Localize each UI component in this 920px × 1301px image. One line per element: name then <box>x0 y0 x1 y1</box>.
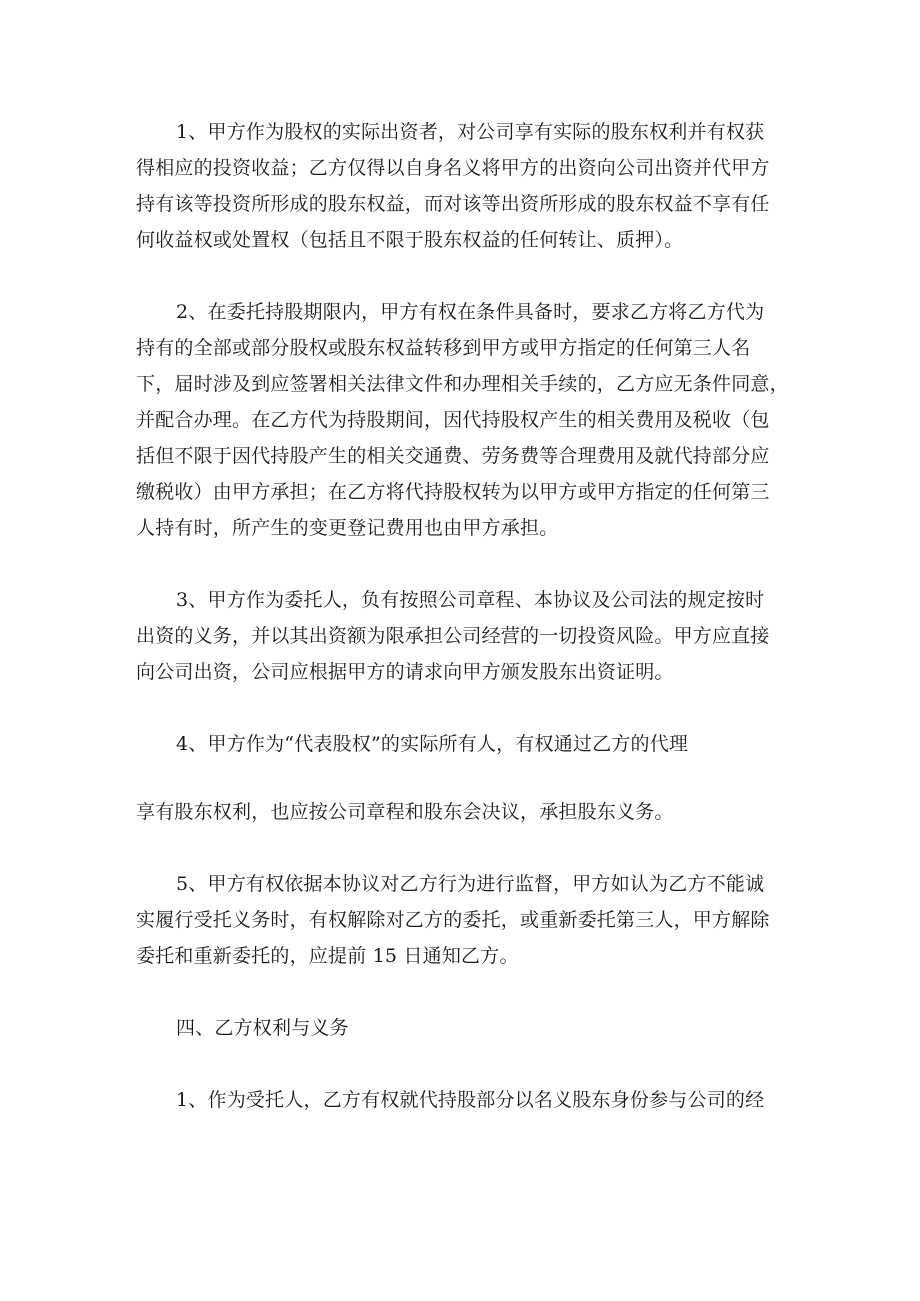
text-line: 得相应的投资收益；乙方仅得以自身名义将甲方的出资向公司出资并代甲方 <box>136 157 770 179</box>
paragraph-gap <box>136 830 796 866</box>
paragraph-4 <box>136 726 796 762</box>
text-line: 向公司出资，公司应根据甲方的请求向甲方颁发股东出资证明。 <box>136 661 674 683</box>
text-line: 下，届时涉及到应签署相关法律文件和办理相关手续的，乙方应无条件同意， <box>136 373 789 395</box>
text-line: 何收益权或处置权（包括且不限于股东权益的任何转让、质押）。 <box>136 229 684 251</box>
paragraph-4-continued <box>136 794 796 830</box>
text-line: 持有该等投资所形成的股东权益，而对该等出资所形成的股东权益不享有任 <box>136 193 770 215</box>
paragraph-gap <box>136 1046 796 1082</box>
text-line: 缴税收）由甲方承担；在乙方将代持股权转为以甲方或甲方指定的任何第三 <box>136 481 770 503</box>
paragraph-section4-1 <box>136 1082 796 1118</box>
section-heading <box>136 1010 796 1046</box>
paragraph-gap <box>136 546 796 582</box>
paragraph-gap <box>136 258 796 294</box>
text-line: 3、甲方作为委托人，负有按照公司章程、本协议及公司法的规定按时 <box>176 589 765 611</box>
text-line: 2、在委托持股期限内，甲方有权在条件具备时，要求乙方将乙方代为 <box>176 301 765 323</box>
text-line: 享有股东权利，也应按公司章程和股东会决议，承担股东义务。 <box>136 801 674 823</box>
paragraph-3 <box>136 582 796 690</box>
paragraph-gap <box>136 762 796 794</box>
text-line: 5、甲方有权依据本协议对乙方行为进行监督，甲方如认为乙方不能诚 <box>176 873 765 895</box>
paragraph-gap <box>136 974 796 1010</box>
paragraph-5 <box>136 866 796 974</box>
text-line: 委托和重新委托的，应提前 15 日通知乙方。 <box>136 945 519 967</box>
document-page <box>136 114 796 1118</box>
text-line: 4、甲方作为“代表股权”的实际所有人，有权通过乙方的代理 <box>176 733 689 755</box>
text-line: 实履行受托义务时，有权解除对乙方的委托，或重新委托第三人，甲方解除 <box>136 909 770 931</box>
text-line: 持有的全部或部分股权或股东权益转移到甲方或甲方指定的任何第三人名 <box>136 337 751 359</box>
text-line: 1、甲方作为股权的实际出资者，对公司享有实际的股东权利并有权获 <box>176 121 765 143</box>
paragraph-1 <box>136 114 796 258</box>
section-heading-text: 四、乙方权利与义务 <box>176 1017 349 1039</box>
text-line: 括但不限于因代持股产生的相关交通费、劳务费等合理费用及就代持部分应 <box>136 445 770 467</box>
text-line: 并配合办理。在乙方代为持股期间，因代持股权产生的相关费用及税收（包 <box>136 409 770 431</box>
paragraph-2 <box>136 294 796 546</box>
paragraph-gap <box>136 690 796 726</box>
text-line: 1、作为受托人，乙方有权就代持股部分以名义股东身份参与公司的经 <box>176 1089 765 1111</box>
text-line: 人持有时，所产生的变更登记费用也由甲方承担。 <box>136 517 559 539</box>
text-line: 出资的义务，并以其出资额为限承担公司经营的一切投资风险。甲方应直接 <box>136 625 770 647</box>
